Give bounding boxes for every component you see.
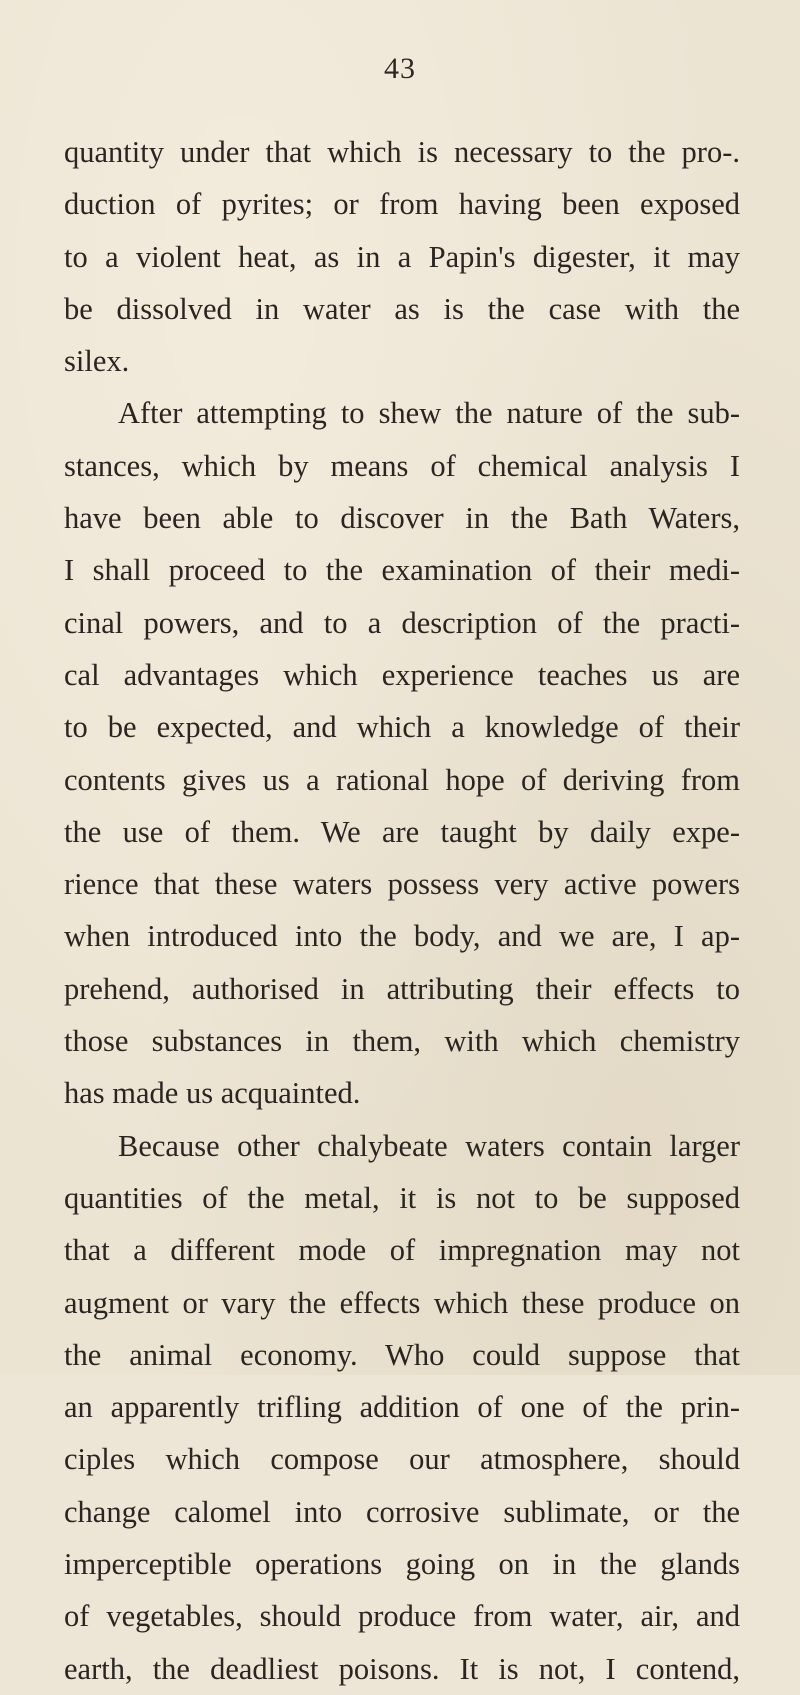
text-line: quantity under that which is necessary to the pro-. (64, 135, 740, 169)
text-line: of vegetables, should produce from water, air, and (64, 1599, 740, 1634)
text-line: I shall proceed to the examination of their medi- (64, 553, 740, 588)
text-line: rience that these waters possess very active powers (64, 867, 740, 902)
text-line: when introduced into the body, and we are, I ap- (64, 919, 740, 954)
text-line: that a different mode of impregnation may not (64, 1233, 740, 1268)
text-line: duction of pyrites; or from having been exposed (64, 187, 740, 222)
text-line: prehend, authorised in attributing their effects to (64, 971, 740, 1006)
paragraph-end-line: silex. (64, 344, 130, 379)
text-line: change calomel into corrosive sublimate, or the (64, 1494, 740, 1529)
page-number: 43 (384, 52, 416, 85)
body-text (64, 126, 740, 1695)
text-line: contents gives us a rational hope of deriving from (64, 762, 740, 797)
text-line: earth, the deadliest poisons. It is not, I contend, (64, 1651, 740, 1686)
text-line: to be expected, and which a knowledge of their (64, 710, 740, 745)
text-line: those substances in them, with which chemistry (64, 1024, 740, 1059)
text-line: have been able to discover in the Bath Waters, (64, 501, 740, 536)
text-line: cinal powers, and to a description of the practi- (64, 605, 740, 640)
text-line: cal advantages which experience teaches us are (64, 657, 740, 692)
text-line: to a violent heat, as in a Papin's digester, it may (64, 239, 740, 274)
paragraph-end-line: has made us acquainted. (64, 1076, 361, 1111)
text-line: augment or vary the effects which these produce on (64, 1285, 740, 1320)
text-line: the use of them. We are taught by daily expe- (64, 814, 740, 849)
text-line: be dissolved in water as is the case with the (64, 291, 740, 326)
text-line: an apparently trifling addition of one of the prin- (64, 1390, 740, 1425)
text-line: ciples which compose our atmosphere, should (64, 1442, 740, 1477)
text-line: quantities of the metal, it is not to be supposed (64, 1180, 740, 1215)
paragraph-start-line: After attempting to shew the nature of the sub- (118, 396, 740, 431)
paragraph-start-line: Because other chalybeate waters contain larger (118, 1128, 740, 1163)
text-line: stances, which by means of chemical analysis I (64, 448, 740, 483)
text-line: the animal economy. Who could suppose that (64, 1337, 740, 1372)
text-line: imperceptible operations going on in the glands (64, 1547, 740, 1582)
